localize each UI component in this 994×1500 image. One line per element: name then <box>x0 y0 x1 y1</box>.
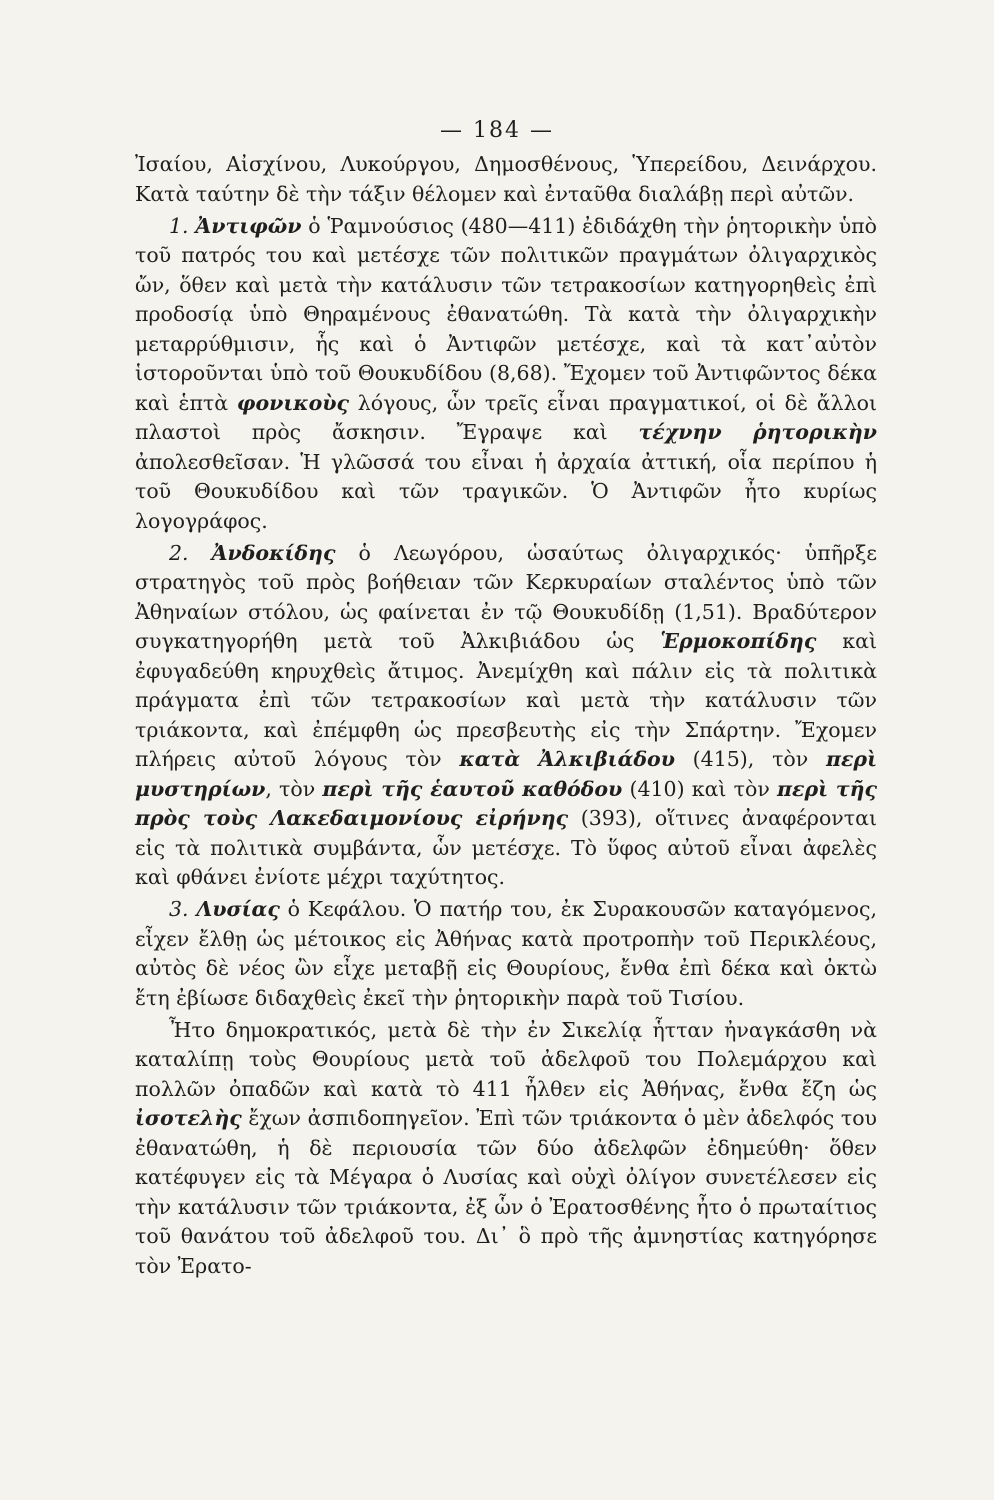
text-run: ὁ Λεωγόρου, ὡσαύτως ὀλιγαρχικός· ὑπῆρξε στρατηγὸς τοῦ πρὸς βοήθειαν τῶν Κερκυραίων σταλέντος ὑπὸ τῶν Ἀθηναίων στόλου, ὡς φαίνεται ἐν τῷ Θουκυδίδῃ (1,51). Βραδύτερον συγκατηγορήθη μετὰ τοῦ Ἀλκιβιάδου ὡς <box>135 540 877 653</box>
page-number: — 184 — <box>440 118 554 143</box>
body-text <box>135 150 877 1281</box>
italic-term: ἰσοτελὴς <box>135 1106 242 1130</box>
text-run: , τὸν <box>265 776 323 801</box>
speech-title: κατὰ Ἀλκιβιάδου <box>459 747 675 771</box>
text-run: ὁ Κεφάλου. Ὁ πατήρ του, ἐκ Συρακουσῶν καταγόμενος, εἶχεν ἔλθῃ ὡς μέτοικος εἰς Ἀθήνας κατὰ προτροπὴν τοῦ Περικλέους, αὐτὸς δὲ νέος ὢν εἶχε μεταβῇ εἰς Θουρίους, ἔνθα ἐπὶ δέκα καὶ ὀκτὼ ἔτη ἐβίωσε διδαχθεὶς ἐκεῖ τὴν ῥητορικὴν παρὰ τοῦ Τισίου. <box>135 897 877 1010</box>
text-run: λόγους, ὧν τρεῖς εἶναι πραγματικοί, οἱ δὲ ἄλλοι πλαστοὶ πρὸς ἄσκησιν. Ἔγραψε καὶ <box>135 390 878 444</box>
text-run: ἀπολεσθεῖσαν. Ἡ γλῶσσά του εἶναι ἡ ἀρχαία ἀττική, οἷα περίπου ἡ τοῦ Θουκυδίδου καὶ τῶν τραγικῶν. Ὁ Ἀντιφῶν ἦτο κυρίως λογογράφος. <box>135 449 877 533</box>
italic-term: Ἑρμοκοπίδης <box>660 629 817 653</box>
intro-paragraph: Ἰσαίου, Αἰσχίνου, Λυκούργου, Δημοσθένους, Ὑπερείδου, Δεινάρχου. Κατὰ ταύτην δὲ τὴν τάξιν θέλομεν καὶ ἐνταῦθα διαλάβῃ περὶ αὐτῶν. <box>135 152 877 206</box>
paragraph-lysias <box>135 895 877 1013</box>
speech-title: περὶ μυστηρίων <box>135 747 877 801</box>
text-run: Ἦτο δημοκρατικός, μετὰ δὲ τὴν ἐν Σικελίᾳ ἧτταν ἠναγκάσθη νὰ καταλίπῃ τοὺς Θουρίους μετὰ τοῦ ἀδελφοῦ του Πολεμάρχου καὶ πολλῶν ὀπαδῶν καὶ κατὰ τὸ 411 ἦλθεν εἰς Ἀθήνας, ἔνθα ἔζη ὡς <box>135 1017 877 1101</box>
author-name: Λυσίας <box>196 897 280 921</box>
section-number: 1. <box>169 213 189 238</box>
speech-title: περὶ τῆς ἑαυτοῦ καθόδου <box>322 776 623 801</box>
text-run: (410) καὶ τὸν <box>622 776 777 801</box>
text-run: ὁ Ῥαμνούσιος (480—411) ἐδιδάχθη τὴν ῥητορικὴν ὑπὸ τοῦ πατρός του καὶ μετέσχε τῶν πολιτικῶν πραγμάτων ὀλιγαρχικὸς ὤν, ὅθεν καὶ μετὰ τὴν κατάλυσιν τῶν τετρακοσίων κατηγορηθεὶς ἐπὶ προδοσίᾳ ὑπὸ Θηραμένους ἐθανατώθη. Τὰ κατὰ τὴν ὀλιγαρχικὴν μεταρρύθμισιν, ἧς καὶ ὁ Ἀντιφῶν μετέσχε, καὶ τὰ κατ᾽αὐτὸν ἱστοροῦνται ὑπὸ τοῦ Θουκυδίδου (8,68). Ἔχομεν τοῦ Ἀντιφῶντος δέκα καὶ ἑπτὰ <box>135 213 877 415</box>
text-run: (415), τὸν <box>674 747 826 771</box>
paragraph-lysias-continued <box>135 1016 877 1282</box>
italic-term: φονικοὺς <box>236 390 349 415</box>
section-number: 2. <box>169 540 189 565</box>
text-run: (393), οἵτινες ἀναφέρονται εἰς τὰ πολιτικὰ συμβάντα, ὧν μετέσχε. Τὸ ὕφος αὐτοῦ εἶναι ἀφελὲς καὶ φθάνει ἐνίοτε μέχρι ταχύτητος. <box>135 806 877 889</box>
text-run: καὶ ἐφυγαδεύθη κηρυχθεὶς ἄτιμος. Ἀνεμίχθη καὶ πάλιν εἰς τὰ πολιτικὰ πράγματα ἐπὶ τῶν τετρακοσίων καὶ μετὰ τὴν κατάλυσιν τῶν τριάκοντα, καὶ ἐπέμφθη ὡς πρεσβευτὴς εἰς τὴν Σπάρτην. Ἔχομεν πλήρεις αὐτοῦ λόγους τὸν <box>135 629 877 771</box>
paragraph-antiphon <box>135 212 877 537</box>
text-run: ἔχων ἀσπιδοπηγεῖον. Ἐπὶ τῶν τριάκοντα ὁ μὲν ἀδελφός του ἐθανατώθη, ἡ δὲ περιουσία τῶν δύο ἀδελφῶν ἐδημεύθη· ὅθεν κατέφυγεν εἰς τὰ Μέγαρα ὁ Λυσίας καὶ οὐχὶ ὀλίγον συνετέλεσεν εἰς τὴν κατάλυσιν τῶν τριάκοντα, ἐξ ὧν ὁ Ἐρατοσθένης ἦτο ὁ πρωταίτιος τοῦ θανάτου τοῦ ἀδελφοῦ του. Δι᾽ ὃ πρὸ τῆς ἀμνηστίας κατηγόρησε τὸν Ἐρατο- <box>135 1106 877 1278</box>
author-name: Ἀνδοκίδης <box>211 540 336 565</box>
section-number: 3. <box>169 897 189 921</box>
speech-title: περὶ τῆς πρὸς τοὺς Λακεδαιμονίους εἰρήνης <box>135 776 877 830</box>
italic-term: τέχνην ῥητορικὴν <box>638 420 878 444</box>
author-name: Ἀντιφῶν <box>195 213 302 238</box>
paragraph-andokides <box>135 539 877 893</box>
